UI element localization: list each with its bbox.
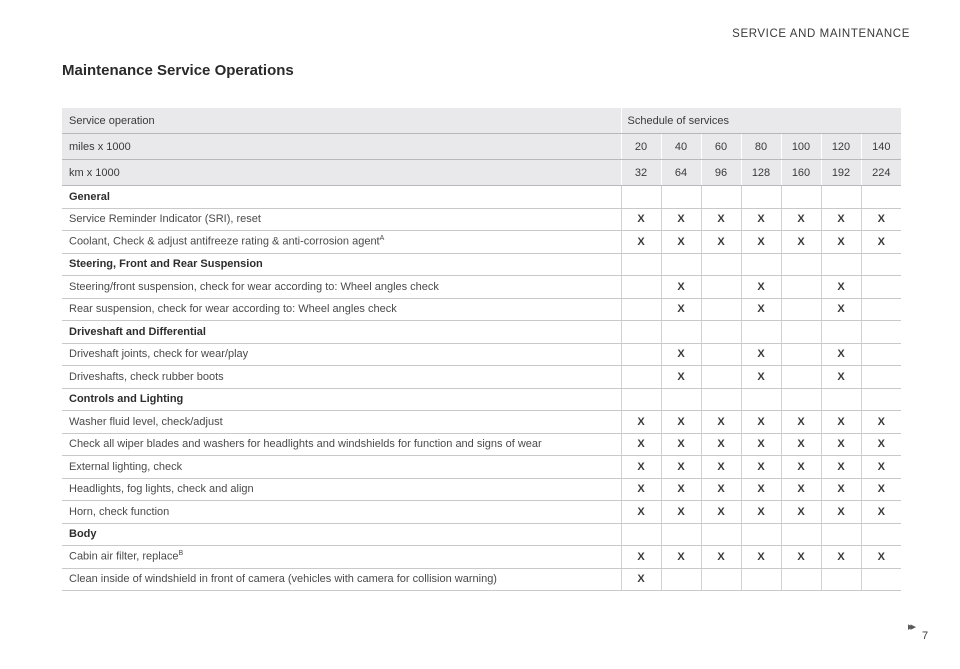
schedule-cell xyxy=(781,523,821,546)
schedule-cell xyxy=(741,253,781,276)
schedule-of-services-header: Schedule of services xyxy=(621,108,901,134)
service-operation-cell xyxy=(62,456,621,479)
column-header-row xyxy=(62,108,901,134)
schedule-mark: X xyxy=(821,456,861,479)
service-operation-cell xyxy=(62,546,621,569)
schedule-mark: X xyxy=(701,411,741,434)
schedule-mark: X xyxy=(781,546,821,569)
section-row xyxy=(62,523,901,546)
service-operation-cell xyxy=(62,568,621,591)
running-head: SERVICE AND MAINTENANCE xyxy=(732,28,910,40)
schedule-cell xyxy=(701,388,741,411)
schedule-mark: X xyxy=(661,366,701,389)
schedule-cell xyxy=(621,276,661,299)
schedule-cell xyxy=(661,388,701,411)
schedule-cell xyxy=(701,343,741,366)
service-operation-cell xyxy=(62,366,621,389)
service-operation-cell xyxy=(62,208,621,231)
schedule-mark: X xyxy=(781,478,821,501)
schedule-cell xyxy=(661,253,701,276)
schedule-cell xyxy=(661,321,701,344)
schedule-mark: X xyxy=(861,456,901,479)
schedule-cell xyxy=(621,343,661,366)
miles-row-value: 100 xyxy=(781,134,821,160)
schedule-mark: X xyxy=(621,546,661,569)
miles-row-value: 140 xyxy=(861,134,901,160)
section-row xyxy=(62,388,901,411)
service-operation-label: Headlights, fog lights, check and align xyxy=(69,483,254,496)
service-operation-header: Service operation xyxy=(62,108,621,134)
schedule-cell xyxy=(821,186,861,209)
miles-row-value: 80 xyxy=(741,134,781,160)
service-operation-label: Coolant, Check & adjust antifreeze rating & anti-corrosion agent xyxy=(69,236,380,249)
km-row-value: 160 xyxy=(781,160,821,186)
schedule-mark: X xyxy=(621,231,661,254)
schedule-cell xyxy=(821,321,861,344)
schedule-cell xyxy=(741,321,781,344)
schedule-mark: X xyxy=(701,546,741,569)
schedule-mark: X xyxy=(821,411,861,434)
schedule-mark: X xyxy=(781,231,821,254)
schedule-cell xyxy=(861,298,901,321)
schedule-mark: X xyxy=(821,546,861,569)
service-operation-cell xyxy=(62,231,621,254)
schedule-cell xyxy=(781,186,821,209)
schedule-cell xyxy=(861,568,901,591)
schedule-mark: X xyxy=(861,433,901,456)
service-operation-label: Horn, check function xyxy=(69,505,170,518)
service-operation-label: External lighting, check xyxy=(69,460,183,473)
maintenance-schedule-table xyxy=(62,108,901,591)
schedule-cell xyxy=(861,523,901,546)
schedule-mark: X xyxy=(781,433,821,456)
km-row-value: 96 xyxy=(701,160,741,186)
miles-row-value: 40 xyxy=(661,134,701,160)
schedule-cell xyxy=(621,298,661,321)
schedule-cell xyxy=(861,366,901,389)
schedule-mark: X xyxy=(621,568,661,591)
service-operation-label: Driveshaft joints, check for wear/play xyxy=(69,348,249,361)
schedule-cell xyxy=(741,388,781,411)
schedule-cell xyxy=(621,523,661,546)
schedule-mark: X xyxy=(741,231,781,254)
schedule-mark: X xyxy=(821,366,861,389)
schedule-cell xyxy=(621,253,661,276)
footnote-marker: B xyxy=(178,550,184,558)
schedule-mark: X xyxy=(861,546,901,569)
km-row-value: 32 xyxy=(621,160,661,186)
service-operation-label: Washer fluid level, check/adjust xyxy=(69,415,223,428)
miles-row-label: miles x 1000 xyxy=(62,134,621,160)
schedule-mark: X xyxy=(741,501,781,524)
service-operation-cell xyxy=(62,478,621,501)
schedule-mark: X xyxy=(861,478,901,501)
schedule-cell xyxy=(861,343,901,366)
schedule-mark: X xyxy=(621,456,661,479)
schedule-mark: X xyxy=(821,433,861,456)
schedule-cell xyxy=(741,523,781,546)
schedule-cell xyxy=(701,366,741,389)
miles-row-value: 60 xyxy=(701,134,741,160)
km-row xyxy=(62,160,901,186)
schedule-cell xyxy=(661,568,701,591)
service-operation-cell xyxy=(62,411,621,434)
schedule-mark: X xyxy=(821,231,861,254)
table-row xyxy=(62,366,901,389)
service-operation-label: Cabin air filter, replace xyxy=(69,551,179,564)
schedule-mark: X xyxy=(701,501,741,524)
schedule-mark: X xyxy=(781,456,821,479)
schedule-mark: X xyxy=(781,501,821,524)
schedule-cell xyxy=(781,366,821,389)
schedule-cell xyxy=(741,186,781,209)
schedule-mark: X xyxy=(821,501,861,524)
table-row xyxy=(62,231,901,254)
schedule-cell xyxy=(621,186,661,209)
table-row xyxy=(62,433,901,456)
schedule-mark: X xyxy=(741,411,781,434)
page-number: 7 xyxy=(922,630,929,642)
section-title: Controls and Lighting xyxy=(62,388,621,411)
schedule-mark: X xyxy=(781,208,821,231)
schedule-cell xyxy=(701,321,741,344)
table-row xyxy=(62,343,901,366)
section-row xyxy=(62,186,901,209)
schedule-mark: X xyxy=(821,343,861,366)
schedule-mark: X xyxy=(701,456,741,479)
km-row-value: 128 xyxy=(741,160,781,186)
schedule-mark: X xyxy=(661,456,701,479)
schedule-cell xyxy=(661,186,701,209)
section-row xyxy=(62,253,901,276)
table-row xyxy=(62,276,901,299)
schedule-mark: X xyxy=(821,298,861,321)
schedule-mark: X xyxy=(701,208,741,231)
section-title: Driveshaft and Differential xyxy=(62,321,621,344)
schedule-mark: X xyxy=(821,276,861,299)
schedule-cell xyxy=(861,186,901,209)
schedule-mark: X xyxy=(861,208,901,231)
schedule-cell xyxy=(621,366,661,389)
schedule-mark: X xyxy=(661,411,701,434)
schedule-cell xyxy=(861,388,901,411)
schedule-mark: X xyxy=(661,231,701,254)
miles-row xyxy=(62,134,901,160)
schedule-mark: X xyxy=(621,501,661,524)
schedule-cell xyxy=(821,253,861,276)
table-row xyxy=(62,568,901,591)
schedule-cell xyxy=(661,523,701,546)
section-title: General xyxy=(62,186,621,209)
schedule-cell xyxy=(821,388,861,411)
service-operation-label: Check all wiper blades and washers for headlights and windshields for function and signs of wear xyxy=(69,438,542,451)
schedule-cell xyxy=(781,253,821,276)
schedule-mark: X xyxy=(861,501,901,524)
service-operation-label: Steering/front suspension, check for wear according to: Wheel angles check xyxy=(69,280,439,293)
service-operation-cell xyxy=(62,433,621,456)
schedule-mark: X xyxy=(701,478,741,501)
schedule-cell xyxy=(821,523,861,546)
section-title: Steering, Front and Rear Suspension xyxy=(62,253,621,276)
schedule-cell xyxy=(781,343,821,366)
schedule-cell xyxy=(701,253,741,276)
table-row xyxy=(62,208,901,231)
table-row xyxy=(62,478,901,501)
schedule-mark: X xyxy=(741,433,781,456)
section-title: Body xyxy=(62,523,621,546)
schedule-mark: X xyxy=(661,478,701,501)
schedule-cell xyxy=(781,298,821,321)
schedule-cell xyxy=(861,276,901,299)
schedule-mark: X xyxy=(741,478,781,501)
service-operation-label: Service Reminder Indicator (SRI), reset xyxy=(69,213,261,226)
schedule-mark: X xyxy=(741,456,781,479)
schedule-cell xyxy=(701,186,741,209)
schedule-mark: X xyxy=(741,546,781,569)
schedule-mark: X xyxy=(661,298,701,321)
schedule-table-body xyxy=(62,108,901,591)
schedule-cell xyxy=(741,568,781,591)
schedule-cell xyxy=(821,568,861,591)
schedule-mark: X xyxy=(861,411,901,434)
service-operation-cell xyxy=(62,501,621,524)
km-row-label: km x 1000 xyxy=(62,160,621,186)
service-operation-cell xyxy=(62,343,621,366)
table-row xyxy=(62,456,901,479)
schedule-mark: X xyxy=(821,208,861,231)
km-row-value: 64 xyxy=(661,160,701,186)
schedule-mark: X xyxy=(661,546,701,569)
schedule-mark: X xyxy=(741,208,781,231)
schedule-cell xyxy=(701,276,741,299)
schedule-mark: X xyxy=(701,231,741,254)
service-operation-label: Rear suspension, check for wear according to: Wheel angles check xyxy=(69,303,397,316)
table-row xyxy=(62,411,901,434)
schedule-mark: X xyxy=(661,433,701,456)
schedule-cell xyxy=(701,298,741,321)
km-row-value: 224 xyxy=(861,160,901,186)
schedule-mark: X xyxy=(661,276,701,299)
page-title: Maintenance Service Operations xyxy=(62,62,294,79)
section-row xyxy=(62,321,901,344)
schedule-mark: X xyxy=(861,231,901,254)
miles-row-value: 120 xyxy=(821,134,861,160)
schedule-mark: X xyxy=(701,433,741,456)
schedule-cell xyxy=(701,523,741,546)
table-row xyxy=(62,546,901,569)
schedule-mark: X xyxy=(621,478,661,501)
schedule-cell xyxy=(781,321,821,344)
service-operation-label: Clean inside of windshield in front of camera (vehicles with camera for collision warning) xyxy=(69,573,497,586)
schedule-mark: X xyxy=(741,276,781,299)
footnote-marker: A xyxy=(379,235,385,243)
schedule-mark: X xyxy=(621,411,661,434)
schedule-mark: X xyxy=(661,343,701,366)
schedule-cell xyxy=(781,276,821,299)
schedule-mark: X xyxy=(781,411,821,434)
schedule-mark: X xyxy=(741,366,781,389)
schedule-mark: X xyxy=(621,208,661,231)
schedule-cell xyxy=(701,568,741,591)
service-operation-cell xyxy=(62,298,621,321)
schedule-cell xyxy=(861,321,901,344)
schedule-cell xyxy=(781,388,821,411)
table-row xyxy=(62,298,901,321)
schedule-cell xyxy=(621,321,661,344)
schedule-mark: X xyxy=(741,298,781,321)
km-row-value: 192 xyxy=(821,160,861,186)
schedule-mark: X xyxy=(621,433,661,456)
miles-row-value: 20 xyxy=(621,134,661,160)
schedule-mark: X xyxy=(661,501,701,524)
schedule-cell xyxy=(861,253,901,276)
schedule-mark: X xyxy=(661,208,701,231)
service-operation-label: Driveshafts, check rubber boots xyxy=(69,370,224,383)
schedule-mark: X xyxy=(821,478,861,501)
schedule-cell xyxy=(621,388,661,411)
service-operation-cell xyxy=(62,276,621,299)
double-chevron-right-icon: ▸▸ xyxy=(908,621,914,633)
schedule-mark: X xyxy=(741,343,781,366)
schedule-cell xyxy=(781,568,821,591)
table-row xyxy=(62,501,901,524)
